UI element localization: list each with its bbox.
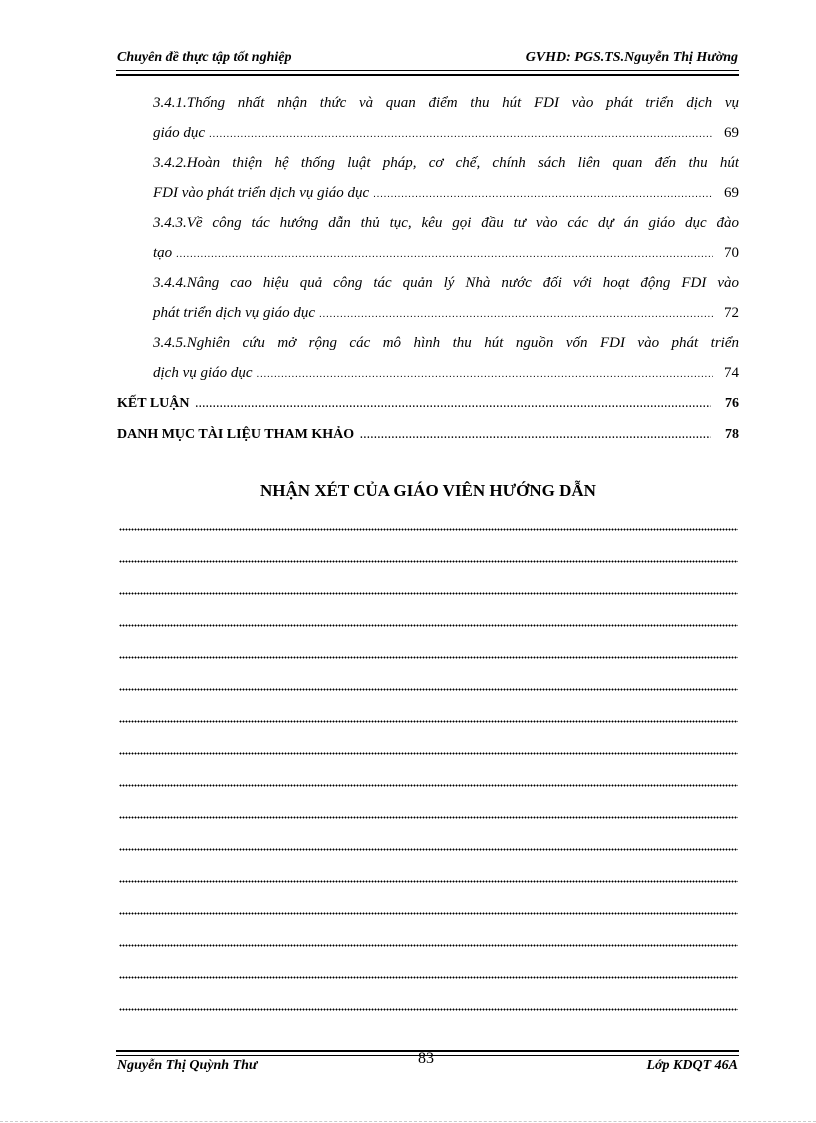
toc-entry-title-line1: 3.4.3.Về công tác hướng dẫn thủ tục, kêu gọi đầu tư vào các dự án giáo dục đào (153, 215, 739, 231)
header-document-type: Chuyên đề thực tập tốt nghiệp (117, 50, 292, 65)
toc-page-number: 72 (724, 305, 739, 321)
toc-entry-conclusion[interactable] (117, 388, 739, 419)
toc-page-number: 69 (724, 185, 739, 201)
dot-leader (209, 120, 713, 150)
toc-entry-3-4-5[interactable] (153, 328, 739, 388)
toc-entry-title-line2: phát triển dịch vụ giáo dục (153, 305, 316, 321)
remarks-dotted-line (119, 776, 738, 808)
toc-page-number: 69 (724, 125, 739, 141)
page-number: 83 (418, 1050, 434, 1067)
toc-entry-3-4-2[interactable] (153, 148, 739, 208)
remarks-dotted-line (119, 1000, 738, 1032)
dot-leader (360, 420, 711, 451)
toc-entry-title-line2: dịch vụ giáo dục (153, 365, 253, 381)
remarks-dotted-line (119, 520, 738, 552)
toc-entry-3-4-1[interactable] (153, 88, 739, 148)
toc-entry-title-line1: 3.4.2.Hoàn thiện hệ thống luật pháp, cơ chế, chính sách liên quan đến thu hút (153, 155, 739, 171)
header-rule (116, 70, 739, 76)
supervisor-remarks-title: NHẬN XÉT CỦA GIÁO VIÊN HƯỚNG DẪN (260, 481, 596, 500)
dot-leader (257, 360, 713, 390)
remarks-dotted-line (119, 552, 738, 584)
dot-leader (195, 389, 711, 420)
toc-entry-title-line1: 3.4.1.Thống nhất nhận thức và quan điểm thu hút FDI vào phát triển dịch vụ (153, 95, 739, 111)
toc-entry-title-line1: 3.4.5.Nghiên cứu mở rộng các mô hình thu hút nguồn vốn FDI vào phát triển (153, 335, 739, 351)
remarks-dotted-line (119, 968, 738, 1000)
toc-entry-title-line2: tạo (153, 245, 173, 261)
toc-entry-references[interactable] (117, 419, 739, 450)
remarks-writing-lines (119, 520, 738, 1032)
dot-leader (176, 240, 713, 270)
remarks-dotted-line (119, 616, 738, 648)
remarks-dotted-line (119, 808, 738, 840)
table-of-contents (117, 88, 739, 450)
toc-entry-3-4-4[interactable] (153, 268, 739, 328)
toc-entry-title-line2: FDI vào phát triển dịch vụ giáo dục (153, 185, 370, 201)
remarks-dotted-line (119, 712, 738, 744)
toc-page-number: 74 (724, 365, 739, 381)
dot-leader (373, 180, 713, 210)
remarks-dotted-line (119, 584, 738, 616)
footer-author: Nguyễn Thị Quỳnh Thư (117, 1058, 258, 1073)
toc-page-number: 70 (724, 245, 739, 261)
remarks-dotted-line (119, 648, 738, 680)
remarks-dotted-line (119, 840, 738, 872)
header-supervisor: GVHD: PGS.TS.Nguyễn Thị Hường (525, 50, 738, 65)
remarks-dotted-line (119, 872, 738, 904)
toc-entry-title: KẾT LUẬN (117, 396, 190, 411)
page-header (117, 50, 738, 70)
toc-entry-title-line2: giáo dục (153, 125, 206, 141)
remarks-dotted-line (119, 936, 738, 968)
toc-page-number: 76 (725, 396, 739, 411)
dot-leader (319, 300, 713, 330)
toc-entry-3-4-3[interactable] (153, 208, 739, 268)
toc-entry-title-line1: 3.4.4.Nâng cao hiệu quả công tác quản lý Nhà nước đối với hoạt động FDI vào (153, 275, 739, 291)
remarks-dotted-line (119, 680, 738, 712)
toc-page-number: 78 (725, 427, 739, 442)
page-footer (117, 1058, 738, 1078)
toc-entry-title: DANH MỤC TÀI LIỆU THAM KHẢO (117, 427, 355, 442)
footer-class: Lớp KDQT 46A (646, 1058, 738, 1073)
remarks-dotted-line (119, 904, 738, 936)
remarks-dotted-line (119, 744, 738, 776)
